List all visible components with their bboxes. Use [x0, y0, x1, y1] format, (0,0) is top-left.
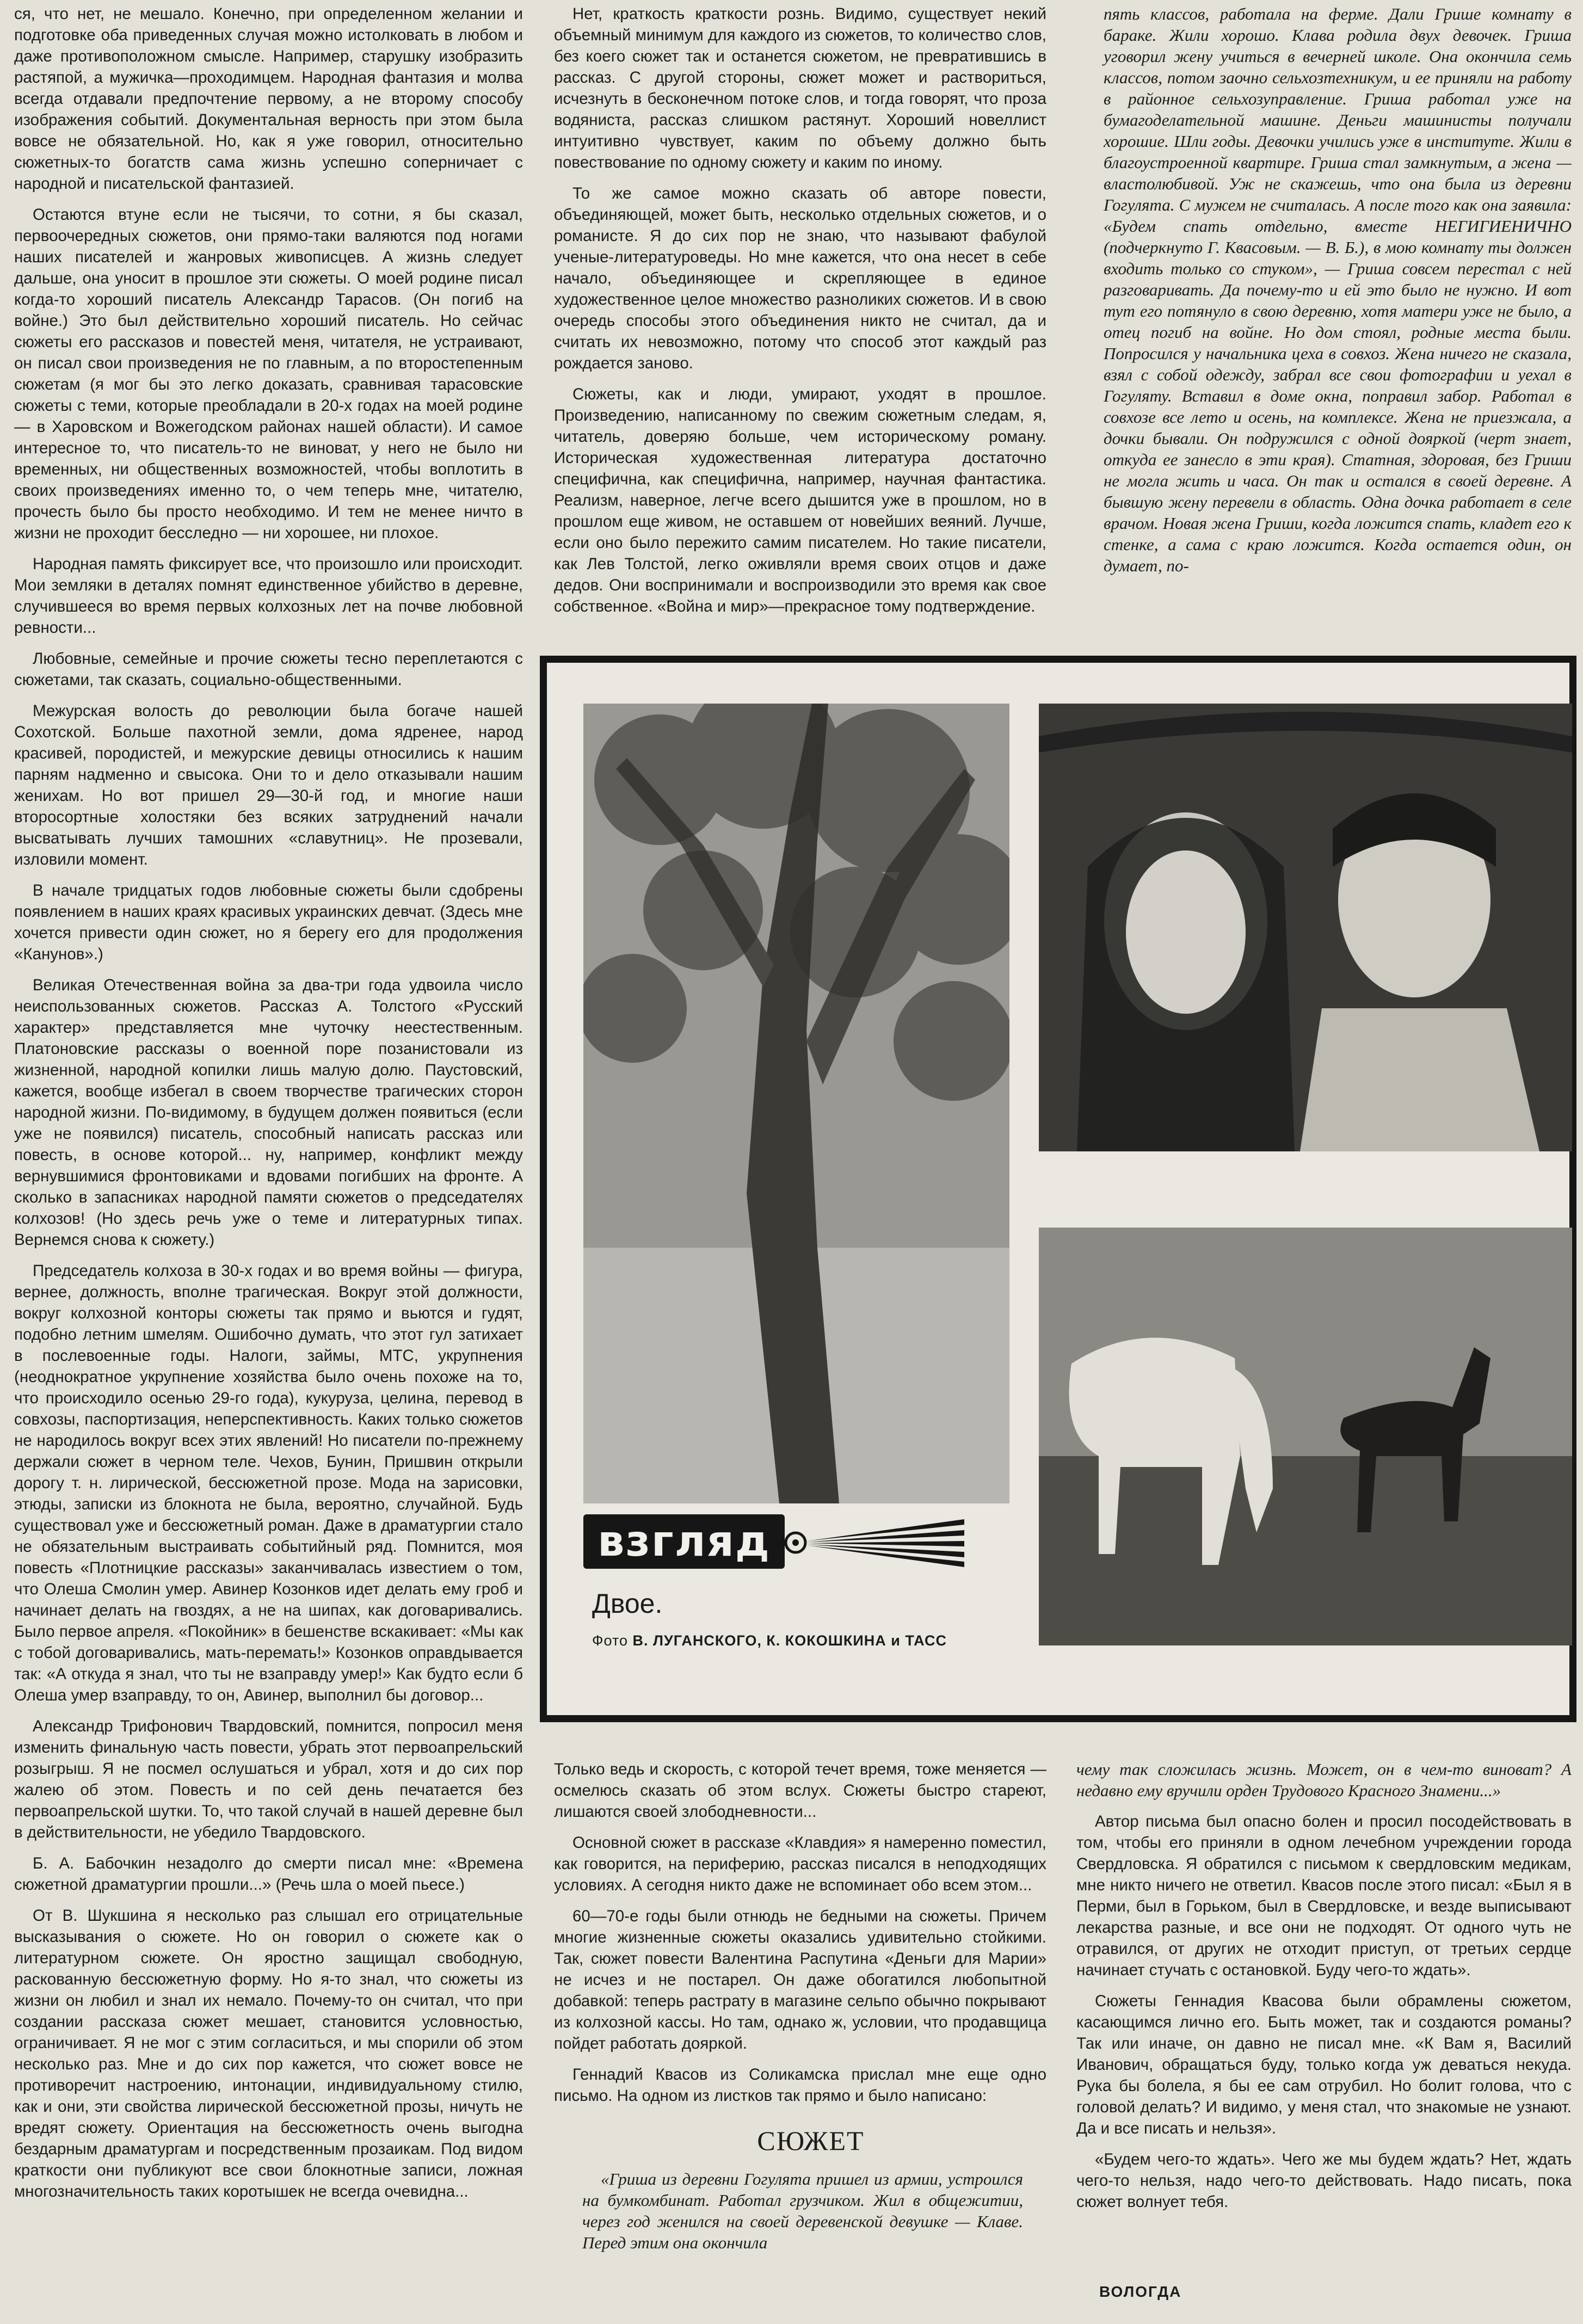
paragraph: «Будем чего-то ждать». Чего же мы будем ждать? Нет, ждать чего-то нельзя, надо чего-то действовать. Надо писать, пока сюжет волнует тебя.	[1076, 2150, 1572, 2211]
paragraph: пять классов, работала на ферме. Дали Грише комнату в бараке. Жили хорошо. Клава родила двух девочек. Гриша уговорил жену учиться в вечерней школе. Она окончила семь классов, потом заочно сельхозтехникум, и ее приняли на работу в районное сельхозуправление. Гриша работал уже на бумагоделательной машине. Деньги машинисты получали хорошие. Шли годы. Девочки учились уже в институте. Жили в благоустроенной квартире. Гриша стал замкнутым, а жена — властолюбивой. Уж не скажешь, что она была из деревни Гогулята. С мужем не считалась. А после того как она заявила: «Будем спать отдельно, вместе НЕГИГИЕНИЧНО (подчеркнуто Г. Квасовым. — В. Б.), в мою комнату ты должен входить только со стуком», — Гриша совсем перестал с ней разговаривать. Да почему-то и ей это было не нужно. И вот тут его потянуло в свою деревню, хотя матери уже не было, а отец погиб на войне. Но дом стоял, родные места были. Попросился у начальника цеха в совхоз. Жена ничего не сказала, взял с собой одежду, забрал все свои фотографии и уехал в Гогуляту. Вставил в доме окна, поправил забор. Работал в совхозе все лето и осень, на комплексе. Жена не приезжала, а дочки бывали. Он подружился с одной дояркой (черт знает, откуда ее занесло в эти края). Статная, здоровая, без Гриши не могла жить и часа. Он так и остался в своей деревне. А бывшую жену перевели в область. Одна дочка работает в селе врачом. Новая жена Гриши, когда ложится спать, кладет его к стенке, а сама с краю ложится. Когда остается один, он думает, по-	[1104, 4, 1572, 575]
paragraph: Нет, краткость краткости рознь. Видимо, существует некий объемный минимум для каждого из сюжетов, то количество слов, без коего сюжет так и останется сюжетом, не превратившись в рассказ. С другой стороны, сюжет может и раствориться, исчезнуть в бесконечном потоке слов, и тогда говорят, что проза водяниста, рассказ слишком растянут. Хороший новеллист интуитивно чувствует, каким по объему должно быть повествование по одному сюжету и каким по иному.	[554, 5, 1046, 171]
paragraph: Председатель колхоза в 30-х годах и во время войны — фигура, вернее, должность, вполне трагическая. Вокруг этой должности, вокруг колхозной конторы сюжеты так прямо и вьются и гудят, подобно летним шмелям. Ошибочно думать, что этот гул затихает в послевоенные годы. Налоги, займы, МТС, укрупнения (неоднократное укрупнение хозяйства было очень похоже на то, что происходило осенью 29-го года), кукуруза, целина, перевод в совхозы, паспортизация, неперспективность. Каких только сюжетов не народилось вокруг всех этих явлений! Но писатели по-прежнему держали сюжет в черном теле. Чехов, Бунин, Пришвин открыли дорогу т. н. лирической, бессюжетной прозе. Мода на зарисовки, этюды, записки из блокнота не была, вероятно, случайной. Будь существовал уже и бессюжетный роман. Даже в драматургии стало не обязательным выстраивать событийный ряд. Помнится, моя повесть «Плотницкие рассказы» заканчивалась известием о том, что Олеша Смолин умер. Авинер Козонков идет делать ему гроб и начинает делать на гвоздях, а не на шипах, как договаривались. Было первое апреля. «Покойник» в бешенстве вскакивает: «Мы как с тобой договаривались, мать-перемать!» Козонков оправдывается так: «А откуда я знал, что ты не взаправду умер!» Как будто если б Олеша умер взаправду, то он, Авинер, выполнил бы договор...	[14, 1262, 523, 1704]
paragraph: чему так сложилась жизнь. Может, он в чем-то виноват? А недавно ему вручили орден Трудового Красного Знамени...»	[1076, 1760, 1572, 1800]
paragraph: Сюжеты, как и люди, умирают, уходят в прошлое. Произведению, написанному по свежим сюжетным следам, я, читатель, доверяю больше, чем историческому роману. Историческая художественная литература достаточно специфична, как специфична, например, научная фантастика. Реализм, наверное, легче всего дышится уже в прошлом, но в прошлом еще живом, не оставшем от новейших веяний. Лучше, если оно было пережито самим писателем. Но такие писатели, как Лев Толстой, легко оживляли время своих отцов и даже дедов. Они воспринимали и воспроизводили это время как свое собственное. «Война и мир»—прекрасное тому подтверждение.	[554, 385, 1046, 615]
paragraph: «Гриша из деревни Гогулята пришел из армии, устроился на бумкомбинат. Работал грузчиком. Жил в общежитии, через год женился на своей деревенской девушке — Клаве. Перед этим она окончила	[582, 2169, 1023, 2252]
paragraph: Только ведь и скорость, с которой течет время, тоже меняется — осмелюсь сказать об этом вслух. Сюжеты быстро стареют, лишаются своей злободневности...	[554, 1760, 1046, 1821]
photo-tree	[583, 704, 1009, 1503]
paragraph: 60—70-е годы были отнюдь не бедными на сюжеты. Причем многие жизненные сюжеты оказались удивительно стойкими. Так, сюжет повести Валентина Распутина «Деньги для Марии» не исчез и не постарел. Он даже обогатился любопытной добавкой: теперь растрату в магазине сельпо обычно покрывают из колхозной кассы. Но там, однако ж, условии, что продавщица пойдет работать дояркой.	[554, 1907, 1046, 2052]
letter-heading: СЮЖЕТ	[757, 2125, 865, 2156]
paragraph: От В. Шукшина я несколько раз слышал его отрицательные высказывания о сюжете. Но он говорил о сюжете как о литературном сюжете. Он яростно защищал свободную, раскованную бессюжетную форму. Но я-то знал, что сюжеты из жизни он любил и знал их немало. Почему-то он считал, что при создании рассказа сюжет мешает, становится условностью, ограничивает. Я не мог с этим согласиться, и мы спорили об этом несколько раз. Мне и до сих пор кажется, что сюжет вовсе не противоречит настроению, интонации, индивидуальному стилю, как и они, эти свойства лирической бессюжетной прозы, ничуть не вредят сюжету. Ориентация на бессюжетность очень выгодна бездарным драматургам и посредственным прозаикам. Под видом краткости они публикуют все свои блокнотные записи, ложная многозначительность таких коротышек не всегда очевидна...	[14, 1907, 523, 2200]
paragraph: В начале тридцатых годов любовные сюжеты были сдобрены появлением в наших краях красивых украинских девчат. (Здесь мне хочется привести один сюжет, но я берегу его для продолжения «Канунов».)	[14, 881, 523, 963]
paragraph: Основной сюжет в рассказе «Клавдия» я намеренно поместил, как говорится, на периферию, рассказ писался в неподходящих условиях. А сегодня никто даже не вспоминает обо всем этом...	[554, 1834, 1046, 1894]
logo-text: взгляд	[598, 1517, 771, 1566]
photo-couple	[1039, 704, 1572, 1151]
camera-rays-icon	[785, 1518, 964, 1567]
paragraph: Межурская волость до революции была богаче нашей Сохотской. Больше пахотной земли, дома ядренее, народ красивей, породистей, и межурские девицы относились к нашим парням надменно и свысока. Они то и дело отказывали нашим женихам. Но вот пришел 29—30-й год, и многие наши второсортные холостяки без всяких затруднений начали высватывать лучших тамошних «славутниц». Не прозевали, изловили момент.	[14, 702, 523, 868]
article-column-2-continued	[554, 1759, 1046, 2116]
photo-credit-authors: В. ЛУГАНСКОГО, К. КОКОШКИНА и ТАСС	[632, 1632, 947, 1649]
photo-horses	[1039, 1228, 1572, 1645]
article-column-1	[14, 3, 523, 2212]
photo-caption-title: Двое.	[592, 1588, 663, 1619]
paragraph: Александр Трифонович Твардовский, помнится, попросил меня изменить финальную часть повести, убрать этот первоапрельский розыгрыш. Я не посмел ослушаться и убрал, хотя и до сих пор жалею об этом. Повесть и по сей день печатается без первоапрельской шутки. То, что такой случай в нашей деревне был в действительности, не убедило Твардовского.	[14, 1717, 523, 1841]
paragraph: Автор письма был опасно болен и просил посодействовать в том, чтобы его приняли в одном лечебном учреждении города Свердловска. Я обратился с письмом к свердловским медикам, мне никто ничего не ответил. Квасов после этого писал: «Был я в Перми, был в Горьком, был в Свердловске, и везде выписывают лекарства разные, и все они не подходят. От одного чуть не отравился, от других не отходит приступ, от третьих сердце начинает стучать с остановкой. Буду чего-то ждать».	[1076, 1813, 1572, 1979]
signature-city: ВОЛОГДА	[1099, 2283, 1182, 2300]
paragraph: ся, что нет, не мешало. Конечно, при определенном желании и подготовке оба приведенных случая можно истолковать в любом и даже противоположном смысле. Например, старушку изобразить растяпой, а мужичка—проходимцем. Народная фантазия и молва всегда отдавали предпочтение первому, а не второму способу изображения событий. Документальная верность при этом была вовсе не обязательной. Но, как я уже говорил, относительно сюжетных-то богатств сама жизнь успешно соперничает с народной и писательской фантазией.	[14, 5, 523, 193]
article-column-3-continued	[1076, 1759, 1572, 2222]
photo-credit-prefix: Фото	[592, 1632, 629, 1649]
paragraph: Сюжеты Геннадия Квасова были обрамлены сюжетом, касающимся лично его. Быть может, так и создаются романы? Так или иначе, он давно не писал мне. «К Вам я, Василий Иванович, обращаться буду, только когда уж деваться некуда. Рука бы болела, я бы ее сам отрубил. Но болит голова, что с головой делать? И видимо, у меня стал, что знакомые не узнают. Да и все писать и нельзя».	[1076, 1992, 1572, 2137]
photo-feature-box	[540, 656, 1576, 1722]
article-column-2	[554, 3, 1046, 627]
article-column-3-letter	[1104, 3, 1572, 586]
paragraph: Великая Отечественная война за два-три года удвоила число неиспользованных сюжетов. Рассказ А. Толстого «Русский характер» представляется мне чуточку неестественным. Платоновские рассказы о военной поре позанистовали из жизненной, народной копилки лишь малую долю. Паустовский, кажется, вообще избегал в своем творчестве трагических сторон народной жизни. По-видимому, в будущем должен появиться (если уже не появился) писатель, способный написать рассказ или повесть, в основе которой... ну, например, конфликт между вернувшимися фронтовиками и вдовами погибших на фронте. А сколько в запасниках народной памяти сюжетов о председателях колхозов! (Но здесь речь уже о теме и литературных типах. Вернемся снова к сюжету.)	[14, 976, 523, 1249]
photo-credit	[592, 1632, 947, 1649]
paragraph: Геннадий Квасов из Соликамска прислал мне еще одно письмо. На одном из листков так прямо и было написано:	[554, 2066, 1046, 2105]
paragraph: Народная память фиксирует все, что произошло или происходит. Мои земляки в деталях помнят единственное убийство в деревне, случившееся во время первых колхозных лет на почве любовной ревности...	[14, 555, 523, 637]
paragraph: Любовные, семейные и прочие сюжеты тесно переплетаются с сюжетами, так сказать, социально-общественными.	[14, 650, 523, 689]
paragraph: То же самое можно сказать об авторе повести, объединяющей, может быть, несколько отдельных сюжетов, и о романисте. Я до сих пор не знаю, что называют фабулой ученые-литературоведы. Но мне кажется, что она несет в себе начало, объединяющее и скрепляющее в единое художественное целое множество разноликих сюжетов. И в свою очередь способы этого объединения никто не считал, да и считать их невозможно, потому что способ этот каждый раз рождается заново.	[554, 184, 1046, 372]
letter-text-start	[582, 2168, 1023, 2263]
vzglyad-logo	[583, 1514, 785, 1569]
paragraph: Б. А. Бабочкин незадолго до смерти писал мне: «Времена сюжетной драматургии прошли...» (Речь шла о моей пьесе.)	[14, 1854, 523, 1894]
paragraph: Остаются втуне если не тысячи, то сотни, я бы сказал, первоочередных сюжетов, они прямо-таки валяются под ногами наших писателей и жанровых живописцев. А жизнь следует дальше, она уносит в прошлое эти сюжеты. О моей родине писал когда-то хороший писатель Александр Тарасов. (Он погиб на войне.) Это был действительно хороший писатель. Но сейчас сюжеты его рассказов и повестей меня, читателя, не устраивают, он писал свои произведения не по главным, а по второстепенным сюжетам (я мог бы это легко доказать, сравнивая тарасовские сюжеты с теми, которые преобладали в 20-х годах на моей родине — в Харовском и Вожегодском районах нашей области). И самое интересное то, что писатель-то не виноват, у него не было ни временных, ни общественных возможностей, чтобы воплотить в своих произведениях именно то, о чем теперь мне, читателю, прочесть было бы просто необходимо. И тем не менее ничто в жизни не проходит бесследно — ни хорошее, ни плохое.	[14, 206, 523, 542]
